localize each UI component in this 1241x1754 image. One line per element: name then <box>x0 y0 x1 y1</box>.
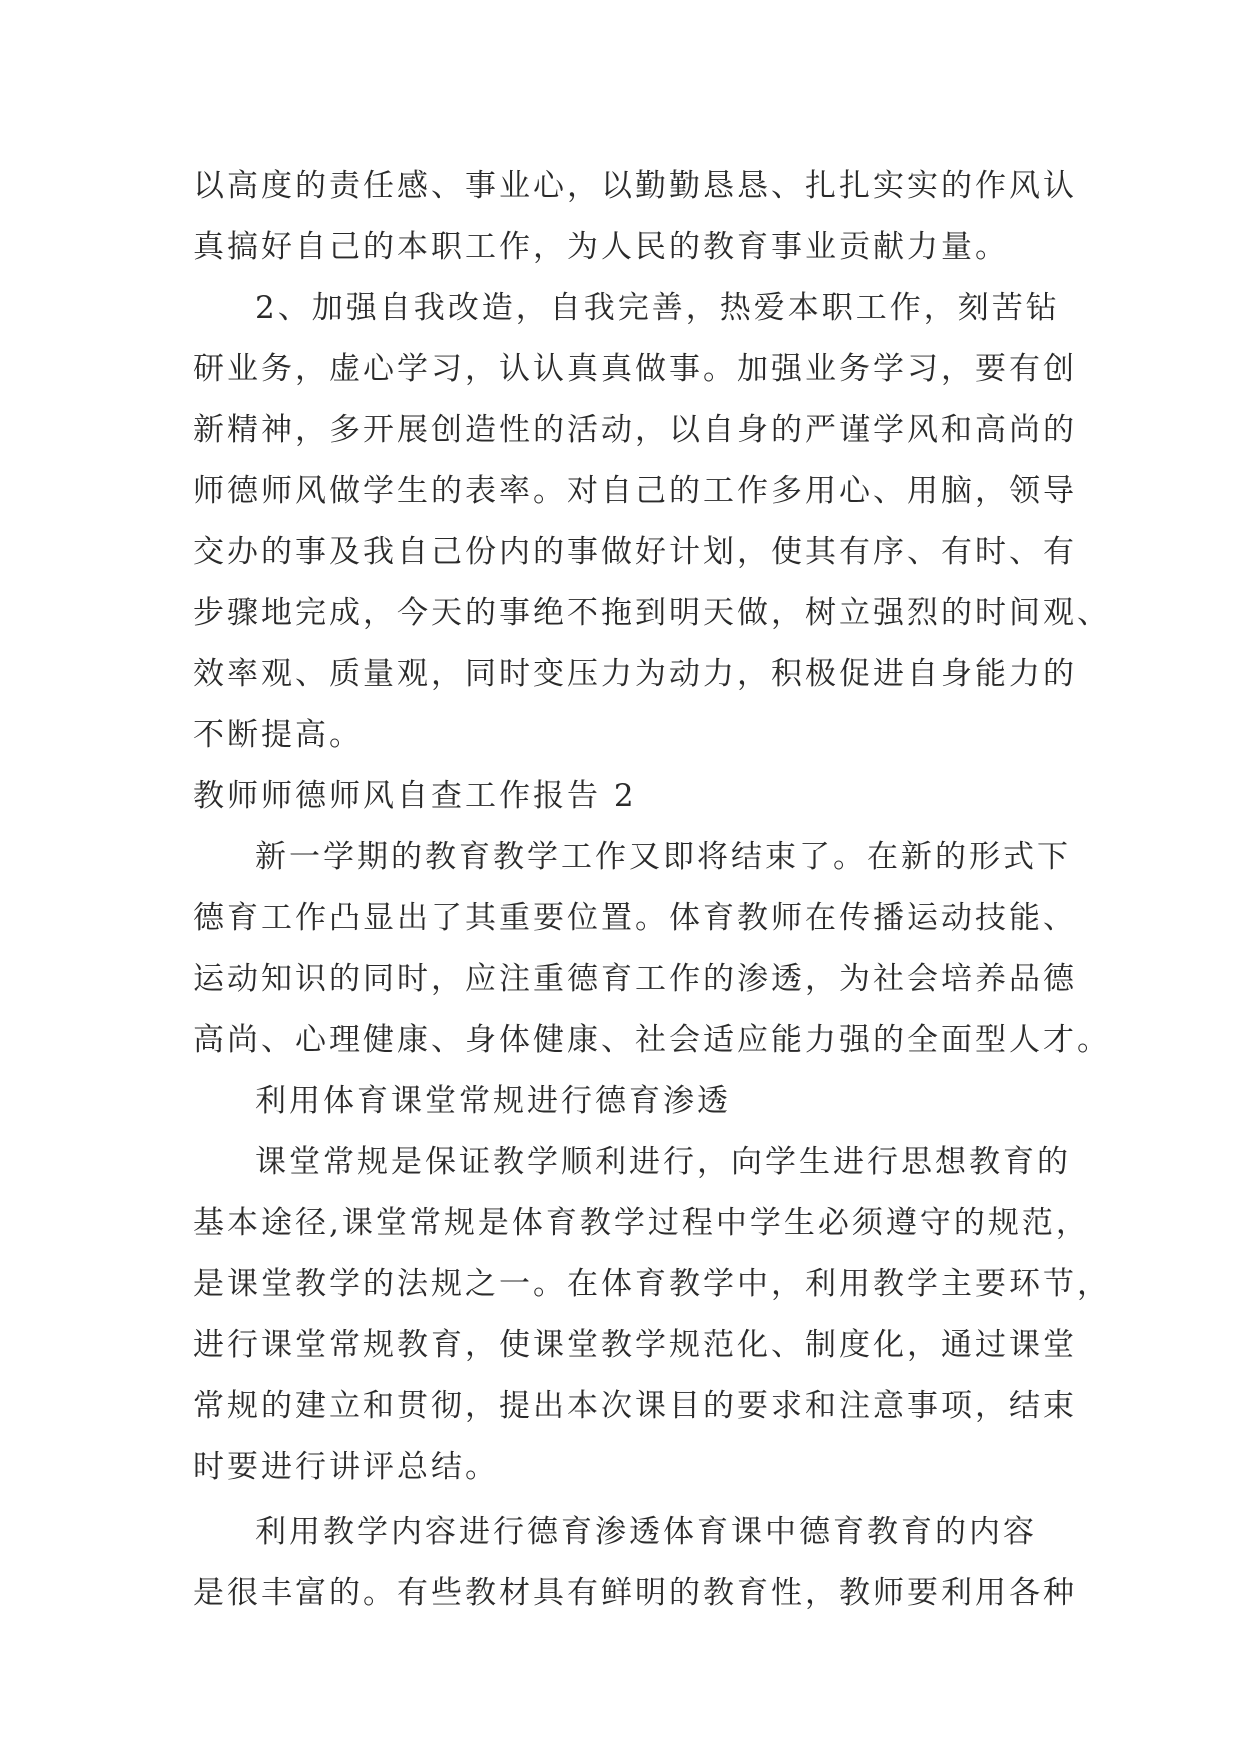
text-line: 以高度的责任感、事业心，以勤勤恳恳、扎扎实实的作风认 <box>193 168 1077 204</box>
document-body <box>193 156 1111 1624</box>
paragraph-start-line: 2、加强自我改造，自我完善，热爱本职工作，刻苦钻 <box>255 290 1060 326</box>
text-line: 运动知识的同时，应注重德育工作的渗透，为社会培养品德 <box>193 961 1077 997</box>
paragraph-start-line: 利用教学内容进行德育渗透体育课中德育教育的内容 <box>255 1514 1037 1550</box>
text-line: 基本途径,课堂常规是体育教学过程中学生必须遵守的规范， <box>193 1205 1090 1241</box>
paragraph-start-line: 课堂常规是保证教学顺利进行，向学生进行思想教育的 <box>255 1144 1071 1180</box>
text-line: 是课堂教学的法规之一。在体育教学中，利用教学主要环节， <box>193 1266 1111 1302</box>
section-heading: 教师师德师风自查工作报告 2 <box>193 778 637 814</box>
text-line: 效率观、质量观，同时变压力为动力，积极促进自身能力的 <box>193 656 1077 692</box>
text-line: 常规的建立和贯彻，提出本次课目的要求和注意事项，结束 <box>193 1388 1077 1424</box>
text-line: 真搞好自己的本职工作，为人民的教育事业贡献力量。 <box>193 229 1009 265</box>
text-line: 是很丰富的。有些教材具有鲜明的教育性，教师要利用各种 <box>193 1575 1077 1611</box>
text-line: 师德师风做学生的表率。对自己的工作多用心、用脑，领导 <box>193 473 1077 509</box>
text-line: 德育工作凸显出了其重要位置。体育教师在传播运动技能、 <box>193 900 1077 936</box>
text-line: 进行课堂常规教育，使课堂教学规范化、制度化，通过课堂 <box>193 1327 1077 1363</box>
text-line: 步骤地完成，今天的事绝不拖到明天做，树立强烈的时间观、 <box>193 595 1111 631</box>
text-line: 新精神，多开展创造性的活动，以自身的严谨学风和高尚的 <box>193 412 1077 448</box>
text-line: 高尚、心理健康、身体健康、社会适应能力强的全面型人才。 <box>193 1022 1111 1058</box>
text-line: 时要进行讲评总结。 <box>193 1449 499 1485</box>
text-line: 不断提高。 <box>193 717 363 753</box>
text-line: 研业务，虚心学习，认认真真做事。加强业务学习，要有创 <box>193 351 1077 387</box>
text-line: 交办的事及我自己份内的事做好计划，使其有序、有时、有 <box>193 534 1077 570</box>
subheading-line: 利用体育课堂常规进行德育渗透 <box>255 1083 731 1119</box>
paragraph-start-line: 新一学期的教育教学工作又即将结束了。在新的形式下 <box>255 839 1071 875</box>
